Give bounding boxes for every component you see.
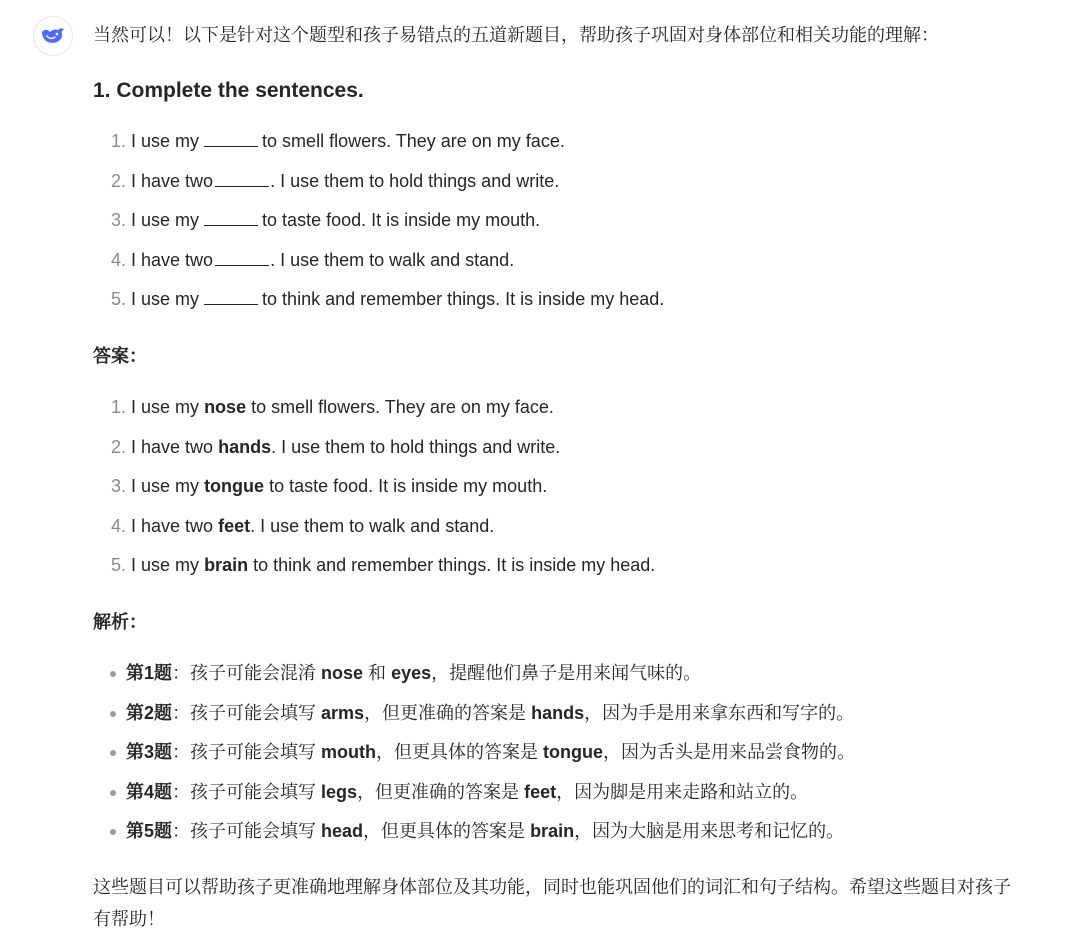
analysis-text: ，提醒他们鼻子是用来闻气味的。 <box>431 663 702 683</box>
analysis-text: ，但更准确的答案是 <box>357 781 525 802</box>
analysis-heading: 解析： <box>93 612 147 632</box>
analysis-word: mouth <box>321 742 377 763</box>
list-item <box>93 162 664 202</box>
analysis-word: hands <box>531 702 585 723</box>
analysis-text: ：孩子可能会填写 <box>172 781 322 802</box>
list-number: 4 . <box>93 241 126 281</box>
analysis-word: eyes <box>391 663 432 683</box>
analysis-text: ：孩子可能会混淆 <box>172 663 322 683</box>
answer-text: to think and remember things. It is inside my head. <box>253 555 656 576</box>
question-text: to taste food. It is inside my mouth. <box>262 210 541 231</box>
closing-text: 这些题目可以帮助孩子更准确地理解身体部位及其功能，同时也能巩固他们的词汇和句子结构。希望这些题目对孩子有帮助！ <box>93 877 1011 929</box>
list-number: 3 . <box>93 201 126 241</box>
list-item <box>93 773 855 813</box>
analysis-label: 第2题 <box>126 702 173 723</box>
list-number: 5 . <box>93 546 126 586</box>
blank-line <box>215 172 269 187</box>
blank-line <box>204 132 258 147</box>
question-text: to smell flowers. They are on my face. <box>262 131 565 151</box>
list-number: 3 . <box>93 467 126 507</box>
analysis-text: ，但更具体的答案是 <box>363 821 531 842</box>
analysis-text: ：孩子可能会填写 <box>172 742 322 763</box>
list-item <box>93 122 664 162</box>
bullet-dot <box>110 790 116 796</box>
assistant-avatar <box>33 16 73 56</box>
analysis-text: ：孩子可能会填写 <box>172 821 322 842</box>
answer-word: brain <box>204 555 249 576</box>
list-item <box>93 733 855 773</box>
answers-heading: 答案： <box>93 346 147 366</box>
question-text: I use my <box>131 131 200 151</box>
analysis-list <box>93 654 855 852</box>
list-item <box>93 428 655 468</box>
list-item <box>93 201 664 241</box>
analysis-word: brain <box>530 821 575 842</box>
bullet-dot <box>110 711 116 717</box>
answer-word: tongue <box>204 476 265 497</box>
list-number: 4 . <box>93 507 126 547</box>
question-text: to think and remember things. It is inside my head. <box>262 289 665 310</box>
answer-list <box>93 388 655 586</box>
answer-text: to smell flowers. They are on my face. <box>251 397 554 417</box>
analysis-word: feet <box>524 781 557 802</box>
bullet-dot <box>110 829 116 835</box>
list-number: 2 . <box>93 162 126 202</box>
list-item <box>93 546 655 586</box>
whale-logo-icon <box>40 26 66 46</box>
answer-word: nose <box>204 397 247 417</box>
analysis-label: 第3题 <box>126 742 173 763</box>
bullet-dot <box>110 750 116 756</box>
answer-text: I have two <box>131 436 214 457</box>
answer-text: I use my <box>131 555 200 576</box>
answer-text: . I use them to walk and stand. <box>250 515 495 536</box>
answer-text: I have two <box>131 515 214 536</box>
list-item <box>93 241 664 281</box>
question-text: I use my <box>131 289 200 310</box>
blank-line <box>215 251 269 266</box>
analysis-word: arms <box>321 702 365 723</box>
list-item <box>93 388 655 428</box>
answer-text: to taste food. It is inside my mouth. <box>269 476 548 497</box>
blank-line <box>204 211 258 226</box>
intro-text: 当然可以！以下是针对这个题型和孩子易错点的五道新题目，帮助孩子巩固对身体部位和相关功能的理解： <box>93 25 939 45</box>
analysis-text: 和 <box>363 663 392 683</box>
analysis-label: 第1题 <box>126 663 173 683</box>
analysis-text: ，因为手是用来拿东西和写字的。 <box>584 702 855 723</box>
analysis-text: ：孩子可能会填写 <box>172 702 322 723</box>
analysis-word: legs <box>321 781 358 802</box>
question-text: I use my <box>131 210 200 231</box>
question-text: . I use them to walk and stand. <box>270 249 515 270</box>
list-item <box>93 812 855 852</box>
analysis-text: ，因为舌头是用来品尝食物的。 <box>603 742 856 763</box>
analysis-text: ，但更具体的答案是 <box>376 742 544 763</box>
analysis-word: tongue <box>543 742 604 763</box>
answer-word: hands <box>218 436 272 457</box>
list-item <box>93 694 855 734</box>
question-text: . I use them to hold things and write. <box>270 170 560 191</box>
blank-line <box>204 290 258 305</box>
analysis-label: 第5题 <box>126 821 173 842</box>
answer-word: feet <box>218 515 251 536</box>
question-text: I have two <box>131 249 214 270</box>
bullet-dot <box>110 671 116 677</box>
list-item <box>93 280 664 320</box>
analysis-word: nose <box>321 663 364 683</box>
section-heading: 1. Complete the sentences. <box>93 79 364 102</box>
list-number: 5 . <box>93 280 126 320</box>
question-text: I have two <box>131 170 214 191</box>
analysis-label: 第4题 <box>126 781 173 802</box>
question-list <box>93 122 664 320</box>
analysis-text: ，因为大脑是用来思考和记忆的。 <box>574 821 845 842</box>
list-item <box>93 507 655 547</box>
analysis-text: ，因为脚是用来走路和站立的。 <box>556 781 809 802</box>
list-number: 1 . <box>93 122 126 162</box>
answer-text: I use my <box>131 476 200 497</box>
list-number: 1 . <box>93 388 126 428</box>
analysis-text: ，但更准确的答案是 <box>364 702 532 723</box>
analysis-word: head <box>321 821 364 842</box>
answer-text: I use my <box>131 397 200 417</box>
list-item <box>93 467 655 507</box>
answer-text: . I use them to hold things and write. <box>271 436 561 457</box>
list-number: 2 . <box>93 428 126 468</box>
list-item <box>93 654 855 694</box>
assistant-message <box>93 20 1053 929</box>
